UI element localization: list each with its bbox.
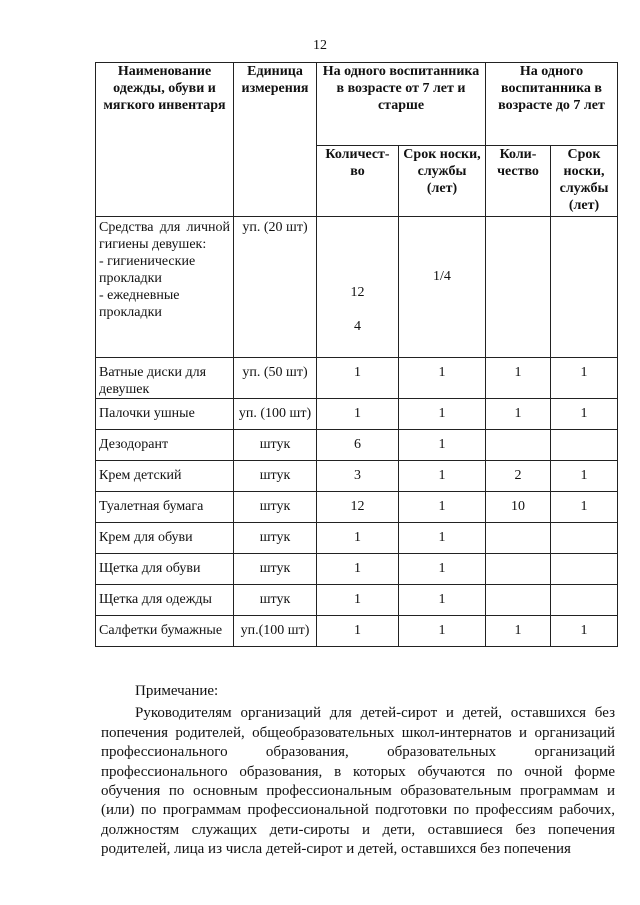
item-qty-under-7 [486, 585, 551, 616]
table-row-hygiene [96, 217, 618, 358]
item-qty-under-7 [486, 430, 551, 461]
hygiene-unit: уп. (20 шт) [234, 217, 317, 358]
table-row [96, 523, 618, 554]
item-qty-under-7 [486, 523, 551, 554]
item-name: Дезодорант [96, 430, 234, 461]
table-row [96, 430, 618, 461]
item-unit: штук [234, 492, 317, 523]
header-item-name: Наименование одежды, обуви и мягкого инвентаря [96, 63, 234, 217]
table-row [96, 358, 618, 399]
item-name: Щетка для одежды [96, 585, 234, 616]
item-qty-under-7: 10 [486, 492, 551, 523]
item-name: Туалетная бумага [96, 492, 234, 523]
item-term-7-plus: 1 [399, 523, 486, 554]
header-term-a: Срок носки, службы (лет) [399, 146, 486, 217]
hygiene-qty-b [486, 217, 551, 358]
item-name: Крем детский [96, 461, 234, 492]
header-quantity-b: Коли-чество [486, 146, 551, 217]
item-term-7-plus: 1 [399, 461, 486, 492]
item-unit: уп. (100 шт) [234, 399, 317, 430]
header-quantity-a: Количест-во [317, 146, 399, 217]
item-term-under-7: 1 [551, 358, 618, 399]
item-qty-7-plus: 1 [317, 399, 399, 430]
header-term-b: Срок носки, службы (лет) [551, 146, 618, 217]
item-qty-7-plus: 1 [317, 358, 399, 399]
table-row [96, 554, 618, 585]
item-term-under-7 [551, 430, 618, 461]
item-qty-under-7 [486, 554, 551, 585]
header-unit: Единица измерения [234, 63, 317, 217]
hygiene-pads-label: - гигиенические прокладки [99, 254, 196, 286]
table-header-row [96, 63, 618, 146]
item-qty-7-plus: 12 [317, 492, 399, 523]
hygiene-name: Средства для личной гигиены девушек: [99, 220, 230, 252]
item-term-under-7 [551, 585, 618, 616]
table-row [96, 616, 618, 647]
hygiene-term: 1/4 [433, 269, 451, 284]
item-qty-7-plus: 6 [317, 430, 399, 461]
item-unit: уп. (50 шт) [234, 358, 317, 399]
hygiene-daily-label: - ежедневные прокладки [99, 288, 180, 320]
note-section [101, 682, 615, 860]
item-unit: штук [234, 585, 317, 616]
item-name: Щетка для обуви [96, 554, 234, 585]
table-row [96, 585, 618, 616]
header-group-7-plus: На одного воспитанника в возрасте от 7 лет и старше [317, 63, 486, 146]
item-term-7-plus: 1 [399, 554, 486, 585]
item-qty-under-7: 2 [486, 461, 551, 492]
hygiene-name-cell [96, 217, 234, 358]
item-qty-under-7: 1 [486, 358, 551, 399]
note-text: Руководителям организаций для детей-сирот и детей, оставшихся без попечения родителей, общеобразовательных школ-интернатов и организаций профессионального образования, образовательных организаций профессионального образования, в которых обучаются по очной форме обучения по основным профессиональным образовательным программам и (или) по программам профессиональной подготовки по профессиям рабочих, должностям служащих дети-сироты и дети, оставшиеся без попечения родителей, лица из числа детей-сирот и детей, оставшихся без попечения [101, 705, 615, 858]
item-name: Крем для обуви [96, 523, 234, 554]
item-name: Ватные диски для девушек [96, 358, 234, 399]
page-number: 12 [313, 38, 327, 53]
item-term-7-plus: 1 [399, 399, 486, 430]
hygiene-qty-daily: 4 [354, 319, 361, 334]
item-unit: штук [234, 461, 317, 492]
item-term-7-plus: 1 [399, 616, 486, 647]
item-name: Палочки ушные [96, 399, 234, 430]
hygiene-norms-table [95, 62, 618, 647]
item-term-under-7: 1 [551, 492, 618, 523]
item-term-7-plus: 1 [399, 492, 486, 523]
hygiene-term-b [551, 217, 618, 358]
item-name: Салфетки бумажные [96, 616, 234, 647]
hygiene-qty-pads: 12 [350, 285, 365, 300]
item-qty-7-plus: 1 [317, 554, 399, 585]
item-unit: штук [234, 554, 317, 585]
table-row [96, 461, 618, 492]
item-term-7-plus: 1 [399, 585, 486, 616]
item-term-under-7 [551, 523, 618, 554]
hygiene-term-cell [399, 217, 486, 358]
item-qty-under-7: 1 [486, 399, 551, 430]
item-qty-7-plus: 3 [317, 461, 399, 492]
item-qty-7-plus: 1 [317, 523, 399, 554]
item-qty-under-7: 1 [486, 616, 551, 647]
item-term-7-plus: 1 [399, 430, 486, 461]
item-term-under-7: 1 [551, 616, 618, 647]
item-unit: уп.(100 шт) [234, 616, 317, 647]
item-qty-7-plus: 1 [317, 616, 399, 647]
header-group-under-7: На одного воспитанника в возрасте до 7 лет [486, 63, 618, 146]
item-term-7-plus: 1 [399, 358, 486, 399]
table-row [96, 399, 618, 430]
item-unit: штук [234, 523, 317, 554]
table-row [96, 492, 618, 523]
item-term-under-7 [551, 554, 618, 585]
item-term-under-7: 1 [551, 461, 618, 492]
item-term-under-7: 1 [551, 399, 618, 430]
note-title: Примечание: [135, 683, 219, 699]
item-unit: штук [234, 430, 317, 461]
item-qty-7-plus: 1 [317, 585, 399, 616]
hygiene-quantity-cell [317, 217, 399, 358]
